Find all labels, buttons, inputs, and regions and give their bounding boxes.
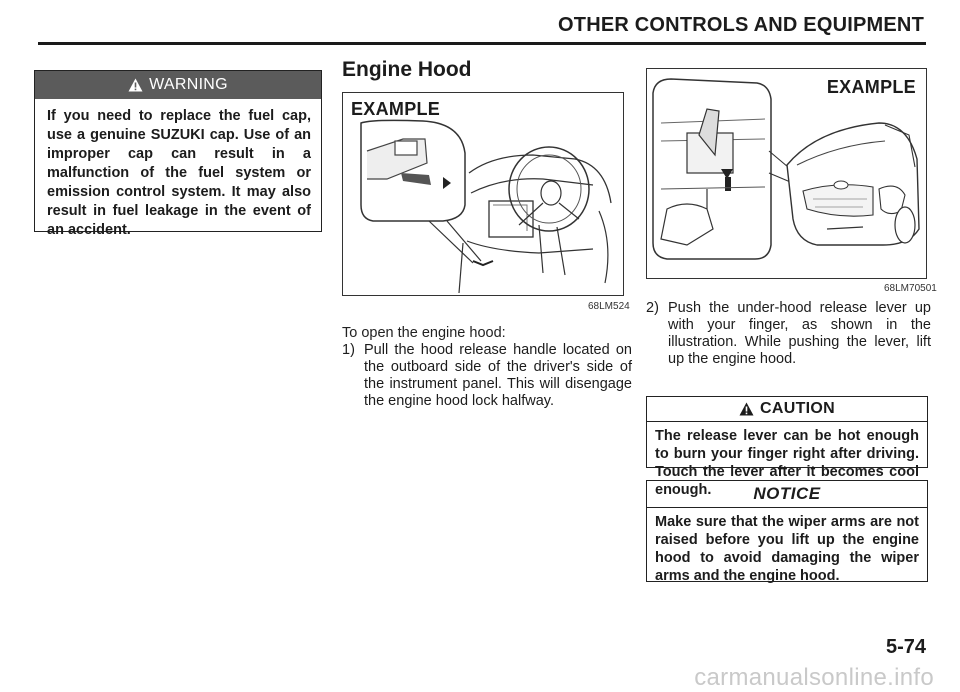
hood-release-handle-illustration <box>343 93 622 294</box>
figure2-code: 68LM70501 <box>884 283 937 294</box>
caution-header <box>647 397 927 422</box>
instruction-step-1 <box>342 342 632 410</box>
under-hood-lever-illustration <box>647 69 925 277</box>
page-number: 5-74 <box>885 636 926 658</box>
section-title: Engine Hood <box>342 58 472 81</box>
figure-hood-release-handle <box>342 92 624 296</box>
caution-text: The release lever can be hot enough to burn your finger right after driving. Touch the lever after it becomes cool enough. <box>655 428 919 498</box>
notice-text: Make sure that the wiper arms are not raised before you lift up the engine hood to avoid damaging the wiper arms and the engine hood. <box>655 514 919 584</box>
instruction-step-2 <box>646 300 931 368</box>
figure1-label: EXAMPLE <box>351 99 441 119</box>
warning-header <box>35 71 321 99</box>
notice-header: NOTICE <box>647 481 927 508</box>
warning-triangle-icon <box>128 78 143 92</box>
watermark: carmanualsonline.info <box>694 664 934 691</box>
step-number: 1) <box>342 342 355 358</box>
warning-text: If you need to replace the fuel cap, use a genuine SUZUKI cap. Use of an improper cap can result in a malfunction of the fuel system or emission control system. It may also result in fuel leakage in the event of an accident. <box>47 108 311 238</box>
step-number: 2) <box>646 300 659 316</box>
figure1-code: 68LM524 <box>588 301 630 312</box>
step-text: Pull the hood release handle located on the outboard side of the driver's side of the instrument panel. This will disengage the engine hood lock halfway. <box>364 342 632 409</box>
notice-box <box>646 480 928 582</box>
caution-label: CAUTION <box>760 400 835 417</box>
figure2-label: EXAMPLE <box>826 77 916 97</box>
instructions-intro: To open the engine hood: <box>342 325 506 341</box>
figure-under-hood-lever <box>646 68 927 279</box>
warning-box <box>34 70 322 238</box>
step-text: Push the under-hood release lever up with your finger, as shown in the illustration. While pushing the lever, lift up the engine hood. <box>668 300 931 367</box>
warning-label: WARNING <box>149 76 228 93</box>
header-rule <box>38 42 926 45</box>
caution-triangle-icon <box>739 402 754 416</box>
page-header-title: OTHER CONTROLS AND EQUIPMENT <box>558 14 924 36</box>
